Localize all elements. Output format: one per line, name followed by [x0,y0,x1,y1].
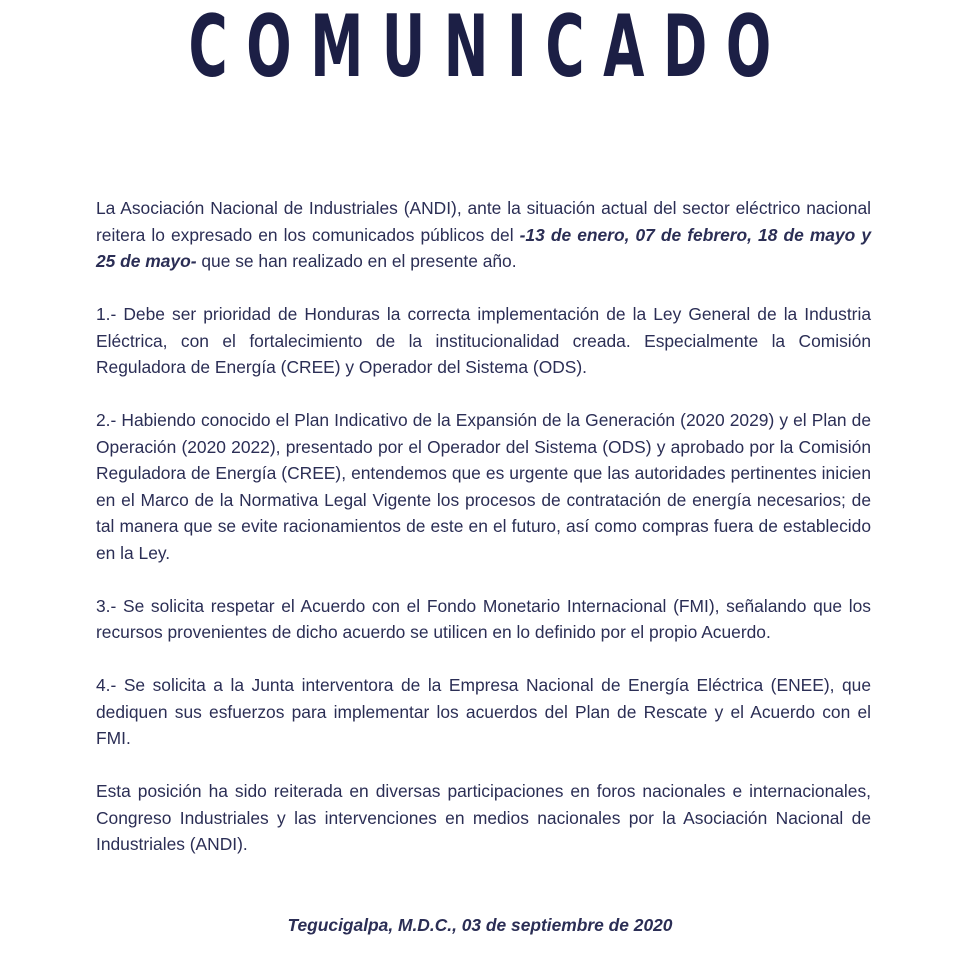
point-3-paragraph: 3.- Se solicita respetar el Acuerdo con el Fondo Monetario Internacional (FMI), señalando que los recursos provenientes de dicho acuerdo se utilicen en lo definido por el propio Acuerdo. [96,595,871,642]
document-title: COMUNICADO [188,0,790,97]
point-4-paragraph: 4.- Se solicita a la Junta interventora de la Empresa Nacional de Energía Eléctrica (ENEE), que dediquen sus esfuerzos para implementar los acuerdos del Plan de Rescate y el Acuerdo con el FMI. [96,675,871,748]
point-1-paragraph: 1.- Debe ser prioridad de Honduras la correcta implementación de la Ley General de la Industria Eléctrica, con el fortalecimiento de la institucionalidad creada. Especialmente la Comisión Reguladora de Energía (CREE) y Operador del Sistema (ODS). [96,304,871,377]
intro-paragraph [96,195,871,275]
conclusion-paragraph: Esta posición ha sido reiterada en diversas participaciones en foros nacionales e internacionales, Congreso Industriales y las intervenciones en medios nacionales por la Asociación Nacional de Industriales (ANDI). [96,781,871,854]
intro-text-before: La Asociación Nacional de Industriales (ANDI), ante la situación actual del sector eléctrico nacional reitera lo expresado en los comunicados públicos del [96,198,871,245]
document-body [96,195,871,884]
closing-place-date: Tegucigalpa, M.D.C., 03 de septiembre de 2020 [287,915,673,935]
intro-dates-emphasis: -13 de enero, 07 de febrero, 18 de mayo y 25 de mayo- [96,224,871,271]
point-2-paragraph: 2.- Habiendo conocido el Plan Indicativo de la Expansión de la Generación (2020 2029) y el Plan de Operación (2020 2022), presentado por el Operador del Sistema (ODS) y aprobado por la Comisión Reguladora de Energía (CREE), entendemos que es urgente que las autoridades pertinentes inicien en el Marco de la Normativa Legal Vigente los procesos de contratación de energía necesarios; de tal manera que se evite racionamientos de este en el futuro, así como compras fuera de establecido en la Ley. [96,410,871,563]
intro-text-after: que se han realizado en el presente año. [196,251,517,271]
header [0,0,960,112]
